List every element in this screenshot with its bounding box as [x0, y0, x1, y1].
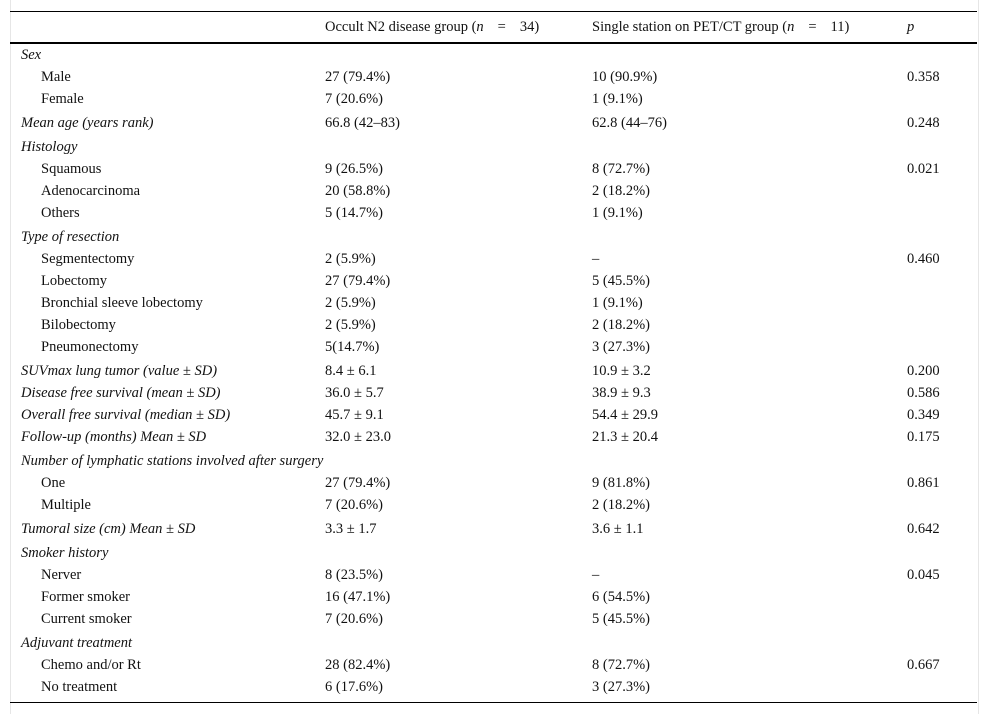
table-bottom-rule: [10, 702, 977, 703]
row-category-label: Number of lymphatic stations involved after surgery: [21, 453, 324, 469]
row-sublabel: Bronchial sleeve lobectomy: [41, 295, 203, 311]
cell-single-station: 1 (9.1%): [592, 295, 643, 311]
cell-occult-n2: 45.7 ± 9.1: [325, 407, 384, 423]
cell-p-value: 0.349: [907, 407, 940, 423]
cell-occult-n2: 6 (17.6%): [325, 679, 383, 695]
row-category-label: Tumoral size (cm) Mean ± SD: [21, 521, 196, 537]
row-sublabel: One: [41, 475, 66, 491]
cell-p-value: 0.248: [907, 115, 940, 131]
cell-p-value: 0.021: [907, 161, 940, 177]
cell-single-station: 54.4 ± 29.9: [592, 407, 658, 423]
row-sublabel: Pneumonectomy: [41, 339, 139, 355]
cell-single-station: 21.3 ± 20.4: [592, 429, 658, 445]
cell-single-station: 1 (9.1%): [592, 91, 643, 107]
table-header-rule: [10, 42, 977, 44]
row-category-label: Histology: [21, 139, 78, 155]
cell-p-value: 0.200: [907, 363, 940, 379]
cell-occult-n2: 5(14.7%): [325, 339, 380, 355]
row-sublabel: Female: [41, 91, 84, 107]
cell-occult-n2: 2 (5.9%): [325, 251, 376, 267]
cell-p-value: 0.861: [907, 475, 940, 491]
cell-p-value: 0.175: [907, 429, 940, 445]
cell-occult-n2: 8 (23.5%): [325, 567, 383, 583]
cell-single-station: 9 (81.8%): [592, 475, 650, 491]
row-sublabel: Others: [41, 205, 80, 221]
cell-single-station: 2 (18.2%): [592, 317, 650, 333]
row-sublabel: Lobectomy: [41, 273, 108, 289]
row-category-label: Sex: [21, 47, 42, 63]
cell-single-station: 1 (9.1%): [592, 205, 643, 221]
row-sublabel: Nerver: [41, 567, 82, 583]
cell-occult-n2: 7 (20.6%): [325, 497, 383, 513]
cell-p-value: 0.667: [907, 657, 940, 673]
header-single-station-group: Single station on PET/CT group (n = 11): [592, 19, 850, 35]
row-category-label: Adjuvant treatment: [21, 635, 133, 651]
cell-occult-n2: 66.8 (42–83): [325, 115, 400, 131]
row-sublabel: Bilobectomy: [41, 317, 116, 333]
cell-single-station: 3 (27.3%): [592, 679, 650, 695]
cell-occult-n2: 16 (47.1%): [325, 589, 391, 605]
row-sublabel: Adenocarcinoma: [41, 183, 141, 199]
cell-occult-n2: 3.3 ± 1.7: [325, 521, 377, 537]
cell-single-station: –: [592, 251, 600, 267]
cell-occult-n2: 5 (14.7%): [325, 205, 383, 221]
cell-p-value: 0.358: [907, 69, 940, 85]
cell-occult-n2: 27 (79.4%): [325, 69, 391, 85]
cell-single-station: 10 (90.9%): [592, 69, 658, 85]
cell-single-station: 5 (45.5%): [592, 273, 650, 289]
row-category-label: Follow-up (months) Mean ± SD: [21, 429, 207, 445]
cell-occult-n2: 28 (82.4%): [325, 657, 391, 673]
cell-occult-n2: 36.0 ± 5.7: [325, 385, 384, 401]
cell-occult-n2: 8.4 ± 6.1: [325, 363, 377, 379]
cell-p-value: 0.460: [907, 251, 940, 267]
row-sublabel: Male: [41, 69, 71, 85]
row-category-label: Type of resection: [21, 229, 120, 245]
row-category-label: Smoker history: [21, 545, 109, 561]
row-category-label: Disease free survival (mean ± SD): [21, 385, 221, 401]
header-occult-n2-group: Occult N2 disease group (n = 34): [325, 19, 540, 35]
row-sublabel: Chemo and/or Rt: [41, 657, 141, 673]
row-category-label: SUVmax lung tumor (value ± SD): [21, 363, 218, 379]
cell-occult-n2: 7 (20.6%): [325, 611, 383, 627]
cell-single-station: 2 (18.2%): [592, 497, 650, 513]
cell-single-station: 8 (72.7%): [592, 161, 650, 177]
table-frame: [10, 0, 979, 714]
cell-occult-n2: 20 (58.8%): [325, 183, 391, 199]
cell-single-station: 8 (72.7%): [592, 657, 650, 673]
table-top-rule: [10, 11, 977, 12]
cell-occult-n2: 27 (79.4%): [325, 475, 391, 491]
cell-p-value: 0.045: [907, 567, 940, 583]
cell-single-station: 6 (54.5%): [592, 589, 650, 605]
cell-p-value: 0.586: [907, 385, 940, 401]
cell-occult-n2: 2 (5.9%): [325, 295, 376, 311]
cell-occult-n2: 27 (79.4%): [325, 273, 391, 289]
cell-single-station: 10.9 ± 3.2: [592, 363, 651, 379]
row-sublabel: Multiple: [41, 497, 91, 513]
cell-single-station: 62.8 (44–76): [592, 115, 667, 131]
row-sublabel: Squamous: [41, 161, 102, 177]
row-category-label: Mean age (years rank): [21, 115, 154, 131]
cell-p-value: 0.642: [907, 521, 940, 537]
cell-occult-n2: 32.0 ± 23.0: [325, 429, 391, 445]
cell-occult-n2: 2 (5.9%): [325, 317, 376, 333]
cell-single-station: 2 (18.2%): [592, 183, 650, 199]
row-sublabel: No treatment: [41, 679, 118, 695]
row-sublabel: Segmentectomy: [41, 251, 135, 267]
header-p-value: p: [907, 19, 915, 35]
cell-single-station: 5 (45.5%): [592, 611, 650, 627]
row-category-label: Overall free survival (median ± SD): [21, 407, 231, 423]
cell-single-station: 3.6 ± 1.1: [592, 521, 644, 537]
cell-single-station: –: [592, 567, 600, 583]
cell-single-station: 38.9 ± 9.3: [592, 385, 651, 401]
cell-single-station: 3 (27.3%): [592, 339, 650, 355]
row-sublabel: Current smoker: [41, 611, 132, 627]
cell-occult-n2: 9 (26.5%): [325, 161, 383, 177]
cell-occult-n2: 7 (20.6%): [325, 91, 383, 107]
row-sublabel: Former smoker: [41, 589, 130, 605]
